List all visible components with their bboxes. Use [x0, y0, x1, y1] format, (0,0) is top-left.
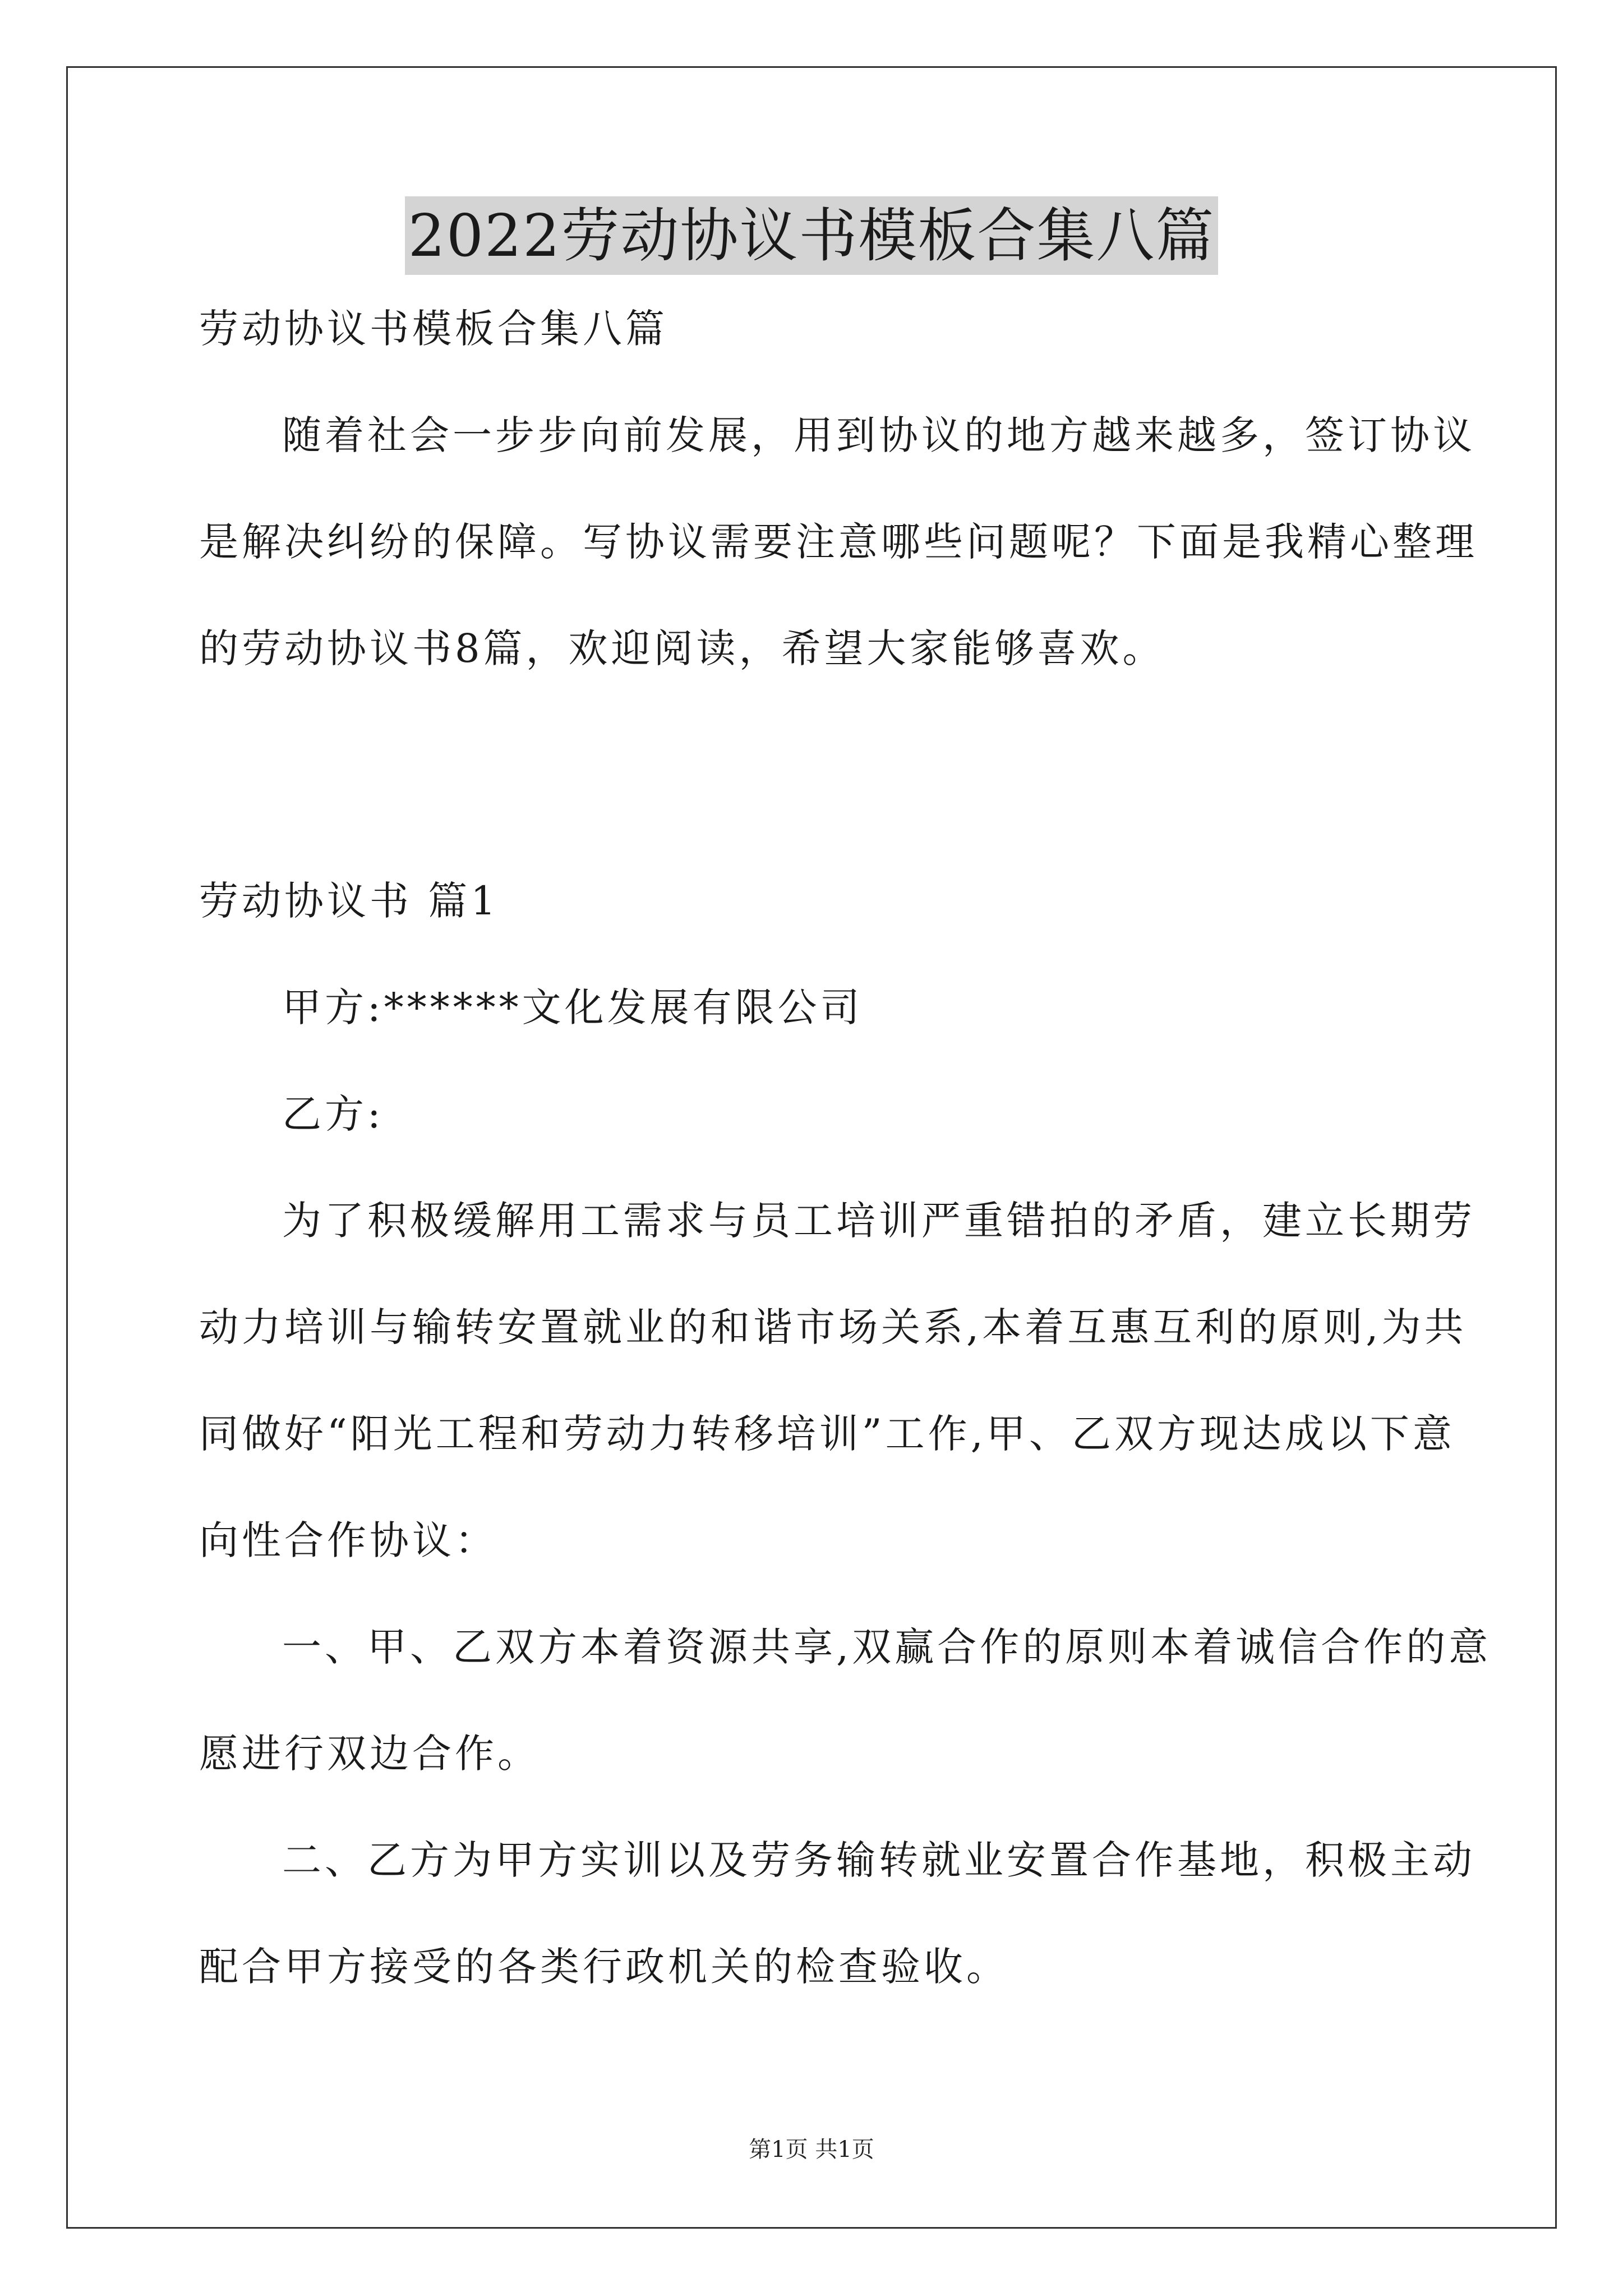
purpose-line-1: 为了积极缓解用工需求与员工培训严重错拍的矛盾，建立长期劳	[282, 1198, 1476, 1244]
intro-line-1: 随着社会一步步向前发展，用到协议的地方越来越多，签订协议	[282, 412, 1476, 458]
document-title: 2022劳动协议书模板合集八篇	[405, 196, 1219, 275]
clause-two-line-2: 配合甲方接受的各类行政机关的检查验收。	[199, 1944, 1009, 1990]
party-a: 甲方:******文化发展有限公司	[282, 984, 863, 1030]
document-subtitle: 劳动协议书模板合集八篇	[199, 306, 668, 352]
purpose-line-4: 向性合作协议：	[199, 1517, 497, 1563]
page-border	[66, 66, 1557, 2229]
page-footer: 第1页 共1页	[749, 2137, 874, 2162]
clause-one-line-1: 一、甲、乙双方本着资源共享,双赢合作的原则本着诚信合作的意	[282, 1624, 1492, 1670]
purpose-line-2: 动力培训与输转安置就业的和谐市场关系,本着互惠互利的原则,为共	[199, 1304, 1467, 1350]
title-container	[0, 196, 1623, 275]
intro-line-3: 的劳动协议书8篇，欢迎阅读，希望大家能够喜欢。	[199, 625, 1165, 671]
clause-two-line-1: 二、乙方为甲方实训以及劳务输转就业安置合作基地，积极主动	[282, 1837, 1476, 1883]
party-b: 乙方:	[282, 1091, 384, 1137]
section-heading: 劳动协议书 篇1	[199, 878, 499, 924]
clause-one-line-2: 愿进行双边合作。	[199, 1731, 540, 1777]
purpose-line-3: 同做好“阳光工程和劳动力转移培训”工作,甲、乙双方现达成以下意	[199, 1411, 1455, 1457]
intro-line-2: 是解决纠纷的保障。写协议需要注意哪些问题呢？下面是我精心整理	[199, 519, 1478, 565]
